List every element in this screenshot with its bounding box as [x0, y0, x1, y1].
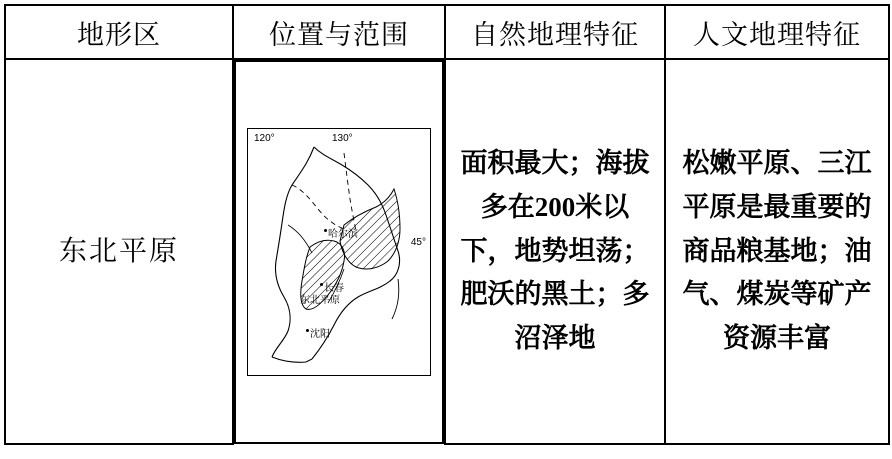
column-header-physical: 自然地理特征	[445, 5, 665, 59]
map-label-city-shenyang: 沈阳	[310, 329, 330, 340]
cell-location-map	[234, 60, 444, 444]
column-header-landform: 地形区	[5, 5, 233, 59]
city-dot-icon	[324, 229, 327, 232]
physical-features-text: 面积最大；海拔多在200米以下，地势坦荡；肥沃的黑土；多沼泽地	[460, 148, 650, 354]
column-header-human: 人文地理特征	[665, 5, 889, 59]
map-label-latitude-45: 45°	[410, 237, 426, 248]
table-header	[5, 5, 889, 59]
map-label-city-harbin: 哈尔滨	[328, 229, 358, 240]
table-header-row	[5, 5, 889, 59]
region-name-text: 东北平原	[58, 235, 179, 267]
map-label-longitude-120: 120°	[254, 133, 275, 144]
cell-human-features	[665, 59, 889, 444]
human-features-text: 松嫩平原、三江平原是最重要的商品粮基地；油气、煤炭等矿产资源丰富	[682, 148, 872, 354]
cell-region-name	[5, 59, 233, 444]
map-label-longitude-130: 130°	[332, 133, 353, 144]
landform-region-table	[4, 4, 890, 445]
cell-physical-features	[445, 59, 665, 444]
northeast-plain-map	[247, 128, 431, 376]
map-drawing	[248, 129, 428, 373]
table-body	[5, 59, 889, 444]
map-label-plain-name: 东北平原	[300, 295, 340, 306]
map-label-city-changchun: 长春	[324, 283, 344, 294]
city-dot-icon	[306, 329, 309, 332]
column-header-location: 位置与范围	[233, 5, 445, 59]
city-dot-icon	[320, 283, 323, 286]
table-row	[5, 59, 889, 444]
